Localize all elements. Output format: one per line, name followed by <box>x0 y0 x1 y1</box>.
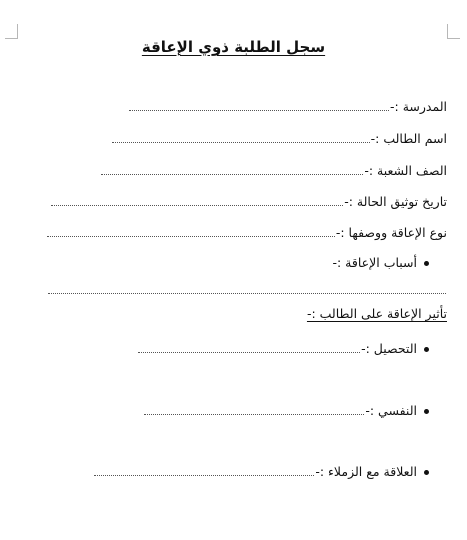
field-label-school: المدرسة :- <box>390 99 447 114</box>
fill-line-disability-type[interactable] <box>47 235 335 237</box>
fill-line-student-name[interactable] <box>112 141 370 143</box>
bullet-label-causes: أسباب الإعاقة :- <box>332 255 417 270</box>
bullet-icon <box>424 347 429 352</box>
field-documentation-date <box>51 194 447 210</box>
fill-line-achievement[interactable] <box>138 351 360 353</box>
bullet-icon <box>424 261 429 266</box>
field-class-section <box>101 163 447 179</box>
field-student-name <box>112 131 447 147</box>
crop-mark-top-left <box>5 24 18 39</box>
fill-line-school[interactable] <box>129 109 389 111</box>
fill-line-psychological[interactable] <box>144 413 364 415</box>
page-title: سجل الطلبة ذوي الإعاقة <box>141 38 326 56</box>
field-label-student-name: اسم الطالب :- <box>370 131 447 146</box>
fill-line-peer-relations[interactable] <box>94 474 314 476</box>
bullet-icon <box>424 409 429 414</box>
field-label-disability-type: نوع الإعاقة ووصفها :- <box>335 225 447 240</box>
impact-label-peer-relations: العلاقة مع الزملاء :- <box>315 464 417 479</box>
impact-item-achievement <box>138 341 417 357</box>
section-heading-impact: تأثير الإعاقة على الطالب :- <box>306 306 447 321</box>
field-disability-type <box>47 225 447 241</box>
crop-mark-top-right <box>447 24 460 39</box>
impact-item-psychological <box>144 403 417 419</box>
bullet-causes <box>332 255 417 271</box>
bullet-icon <box>424 470 429 475</box>
field-label-documentation-date: تاريخ توثيق الحالة :- <box>344 194 447 209</box>
fill-line-causes[interactable] <box>48 293 446 294</box>
impact-item-peer-relations <box>94 464 417 480</box>
field-school <box>129 99 447 115</box>
fill-line-class-section[interactable] <box>101 173 363 175</box>
fill-line-documentation-date[interactable] <box>51 204 343 206</box>
field-label-class-section: الصف الشعبة :- <box>364 163 447 178</box>
impact-label-psychological: النفسي :- <box>365 403 417 418</box>
impact-label-achievement: التحصيل :- <box>361 341 417 356</box>
